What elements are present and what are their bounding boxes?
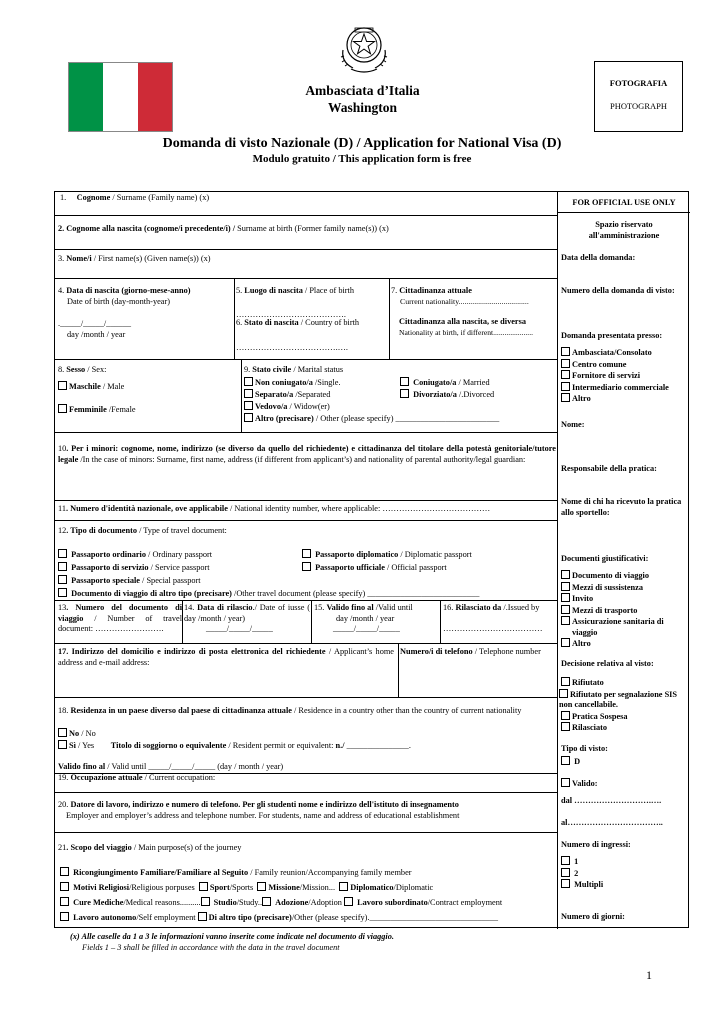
field-6-country-of-birth[interactable]: 6. Stato di nascita / Country of birth ……………………………….…. xyxy=(236,318,360,352)
residence-no-checkbox[interactable] xyxy=(58,728,67,737)
official-travel-doc-option[interactable]: Documento di viaggio xyxy=(561,570,689,582)
official-responsible: Responsabile della pratica: xyxy=(561,464,657,473)
doc-official-option[interactable]: Passaporto ufficiale / Official passport xyxy=(302,562,447,574)
field-9-marital-status: 9. Stato civile / Marital status xyxy=(244,365,344,374)
official-submitted-at: Domanda presentata presso: xyxy=(561,331,663,340)
embassy-checkbox[interactable] xyxy=(561,347,570,356)
family-checkbox[interactable] xyxy=(60,867,69,876)
official-use-header: FOR OFFICIAL USE ONLY xyxy=(572,198,676,207)
field-8-sex: 8. Sesso / Sex: Maschile / Male Femminile /Female xyxy=(58,365,238,416)
sex-female-option[interactable]: Femminile /Female xyxy=(58,404,238,416)
other-document-checkbox[interactable] xyxy=(58,588,67,597)
doc-ordinary-option[interactable]: Passaporto ordinario / Ordinary passport xyxy=(58,549,212,561)
italian-flag xyxy=(68,62,173,132)
separated-checkbox[interactable] xyxy=(244,389,253,398)
field-1-surname[interactable]: 1. Cognome / Surname (Family name) (x) xyxy=(60,193,210,202)
footnote-it: (x) Alle caselle da 1 a 3 le informazioni vanno inserite come indicate nel documento di viaggio. xyxy=(70,932,394,941)
purpose-sport-option[interactable]: Sport/Sports xyxy=(199,883,253,892)
official-transport-option[interactable]: Mezzi di trasporto xyxy=(561,605,689,617)
photo-box xyxy=(594,61,683,132)
doc-other-option[interactable]: Documento di viaggio di altro tipo (precisare) /Other travel document (please specify) ___________________________ xyxy=(58,588,479,600)
embassy-line1: Ambasciata d’Italia xyxy=(305,83,420,98)
medical-checkbox[interactable] xyxy=(60,897,69,906)
diplomatic-checkbox[interactable] xyxy=(339,882,348,891)
entries-2-option[interactable]: 2 xyxy=(561,868,603,880)
field-10-minors-guardian[interactable]: 10. Per i minori: cognome, nome, indirizzo (se diverso da quello del richiedente) e cittadinanza del titolare della potestà genitoriale/tutore legale /In the case of minors: Surname, first name, address (if different from applicant’s) and nationality of parental authority/legal guardian: xyxy=(58,444,556,464)
flag-red-stripe xyxy=(138,63,172,131)
official-passport-checkbox[interactable] xyxy=(302,562,311,571)
entries-2-checkbox[interactable] xyxy=(561,868,570,877)
marital-separated-option[interactable]: Separato/a /Separated xyxy=(244,389,330,401)
official-invitation-option[interactable]: Invito xyxy=(561,593,689,605)
footnote xyxy=(70,932,394,953)
refused-sis-checkbox[interactable] xyxy=(559,689,568,698)
official-doc-options xyxy=(561,570,689,650)
residence-no-option[interactable]: No / No xyxy=(58,728,96,740)
doc-service-option[interactable]: Passaporto di servizio / Service passport xyxy=(58,562,210,574)
republic-emblem-icon xyxy=(335,20,393,76)
doc-special-option[interactable]: Passaporto speciale / Special passport xyxy=(58,575,201,587)
travel-doc-checkbox[interactable] xyxy=(561,570,570,579)
field-20-employer[interactable]: 20. Datore di lavoro, indirizzo e numero di telefono. Per gli studenti nome e indirizzo dell'istituto di insegnamento Employer and employer’s address and telephone number. For students, name and address of educational establishment xyxy=(58,800,460,820)
widow-checkbox[interactable] xyxy=(244,401,253,410)
service-passport-checkbox[interactable] xyxy=(58,562,67,571)
official-intermediary-option[interactable]: Intermediario commerciale xyxy=(561,382,689,394)
footnote-en: Fields 1 – 3 shall be filled in accordance with the data in the travel document xyxy=(82,942,340,952)
official-supporting-docs: Documenti giustificativi: xyxy=(561,554,649,563)
official-application-number: Numero della domanda di visto: xyxy=(561,286,675,295)
female-checkbox[interactable] xyxy=(58,404,67,413)
contract-employment-checkbox[interactable] xyxy=(344,897,353,906)
page-number: 1 xyxy=(646,968,652,982)
residence-valid-until[interactable]: Valido fino al / Valid until _____/_____/_____ (day / month / year) xyxy=(58,762,284,771)
religious-checkbox[interactable] xyxy=(60,882,69,891)
flag-green-stripe xyxy=(69,63,103,131)
official-name: Nome: xyxy=(561,420,585,429)
purpose-religious-option[interactable]: Motivi Religiosi/Religious porpuses xyxy=(60,883,195,892)
field-11-national-id[interactable]: 11. Numero d'identità nazionale, ove applicabile / National identity number, where applicable: ………………………………… xyxy=(58,504,491,513)
common-centre-checkbox[interactable] xyxy=(561,359,570,368)
single-checkbox[interactable] xyxy=(244,377,253,386)
special-passport-checkbox[interactable] xyxy=(58,575,67,584)
official-insurance-option[interactable]: Assicurazione sanitaria di viaggio xyxy=(561,616,689,638)
residence-yes-option[interactable]: Sì / Yes Titolo di soggiorno o equivalente / Resident permit or equivalent: n./ _______________. xyxy=(58,740,411,752)
purpose-mission-option[interactable]: Missione/Mission... xyxy=(257,883,335,892)
official-received-by: Nome di chi ha ricevuto la pratica allo sportello: xyxy=(561,497,682,517)
marital-married-option[interactable]: Coniugato/a / Married xyxy=(400,377,490,389)
mission-checkbox[interactable] xyxy=(257,882,266,891)
page-title: Domanda di visto Nazionale (D) / Application for National Visa (D) xyxy=(162,136,562,151)
divorced-checkbox[interactable] xyxy=(400,389,409,398)
purpose-study-option[interactable]: Studio/Study.. xyxy=(201,898,262,907)
official-decision: Decisione relativa al visto: xyxy=(561,659,654,668)
official-issued-option[interactable]: Rilasciato xyxy=(561,722,689,734)
flag-white-stripe xyxy=(103,63,137,131)
official-visa-type: Tipo di visto: xyxy=(561,744,608,753)
purpose-row-4 xyxy=(60,912,498,924)
official-refused-option[interactable]: Rifiutato xyxy=(561,677,689,689)
sport-checkbox[interactable] xyxy=(199,882,208,891)
service-provider-checkbox[interactable] xyxy=(561,370,570,379)
insurance-checkbox[interactable] xyxy=(561,616,570,625)
visa-d-checkbox[interactable] xyxy=(561,756,570,765)
field-4-date-of-birth[interactable]: 4. Data di nascita (giorno-mese-anno) Date of birth (day-month-year) ._____/_____/______ day /month / year xyxy=(58,286,191,339)
field-13-document-number[interactable]: 13. Numero del documento di viaggio / Number of travel document: ……………………. xyxy=(58,603,182,633)
marital-single-option[interactable]: Non coniugato/a /Single. xyxy=(244,377,341,389)
doc-diplomatic-option[interactable]: Passaporto diplomatico / Diplomatic passport xyxy=(302,549,472,561)
residence-yes-checkbox[interactable] xyxy=(58,740,67,749)
entries-1-checkbox[interactable] xyxy=(561,856,570,865)
entries-multiple-option[interactable]: Multipli xyxy=(561,879,603,891)
purpose-row-2 xyxy=(60,882,433,894)
field-2-surname-at-birth[interactable]: 2. Cognome alla nascita (cognome/i precedente/i) / Surname at birth (Former family name(s)) (x) xyxy=(58,224,389,233)
field-12-document-type: 12. Tipo di documento / Type of travel document: xyxy=(58,526,227,535)
adoption-checkbox[interactable] xyxy=(262,897,271,906)
married-checkbox[interactable] xyxy=(400,377,409,386)
field-19-occupation[interactable]: 19. Occupazione attuale / Current occupation: xyxy=(58,773,216,782)
suspended-checkbox[interactable] xyxy=(561,711,570,720)
official-reserved: Spazio riservato all'amministrazione xyxy=(588,220,660,240)
purpose-other-option[interactable]: Di altro tipo (precisare)/Other (please specify)._______________________________ xyxy=(198,913,498,922)
marital-other-checkbox[interactable] xyxy=(244,413,253,422)
valid-checkbox[interactable] xyxy=(561,778,570,787)
official-refused-sis-option[interactable]: Rifiutato per segnalazione SIS non cancellabile. xyxy=(559,689,678,709)
refused-checkbox[interactable] xyxy=(561,677,570,686)
purpose-diplomatic-option[interactable]: Diplomatico/Diplomatic xyxy=(339,883,433,892)
photo-label-en: PHOTOGRAPH xyxy=(610,100,667,111)
photo-label-it: FOTOGRAFIA xyxy=(609,78,668,88)
entries-multiple-checkbox[interactable] xyxy=(561,879,570,888)
purpose-contract-employment-option[interactable]: Lavoro subordinato/Contract employment xyxy=(344,898,502,907)
official-valid-option[interactable]: Valido: xyxy=(561,778,598,790)
official-other2-checkbox[interactable] xyxy=(561,638,570,647)
entries-1-option[interactable]: 1 xyxy=(561,856,603,868)
marital-other-option[interactable]: Altro (precisare) / Other (please specify) _________________________ xyxy=(244,413,499,425)
official-visa-d-option[interactable]: D xyxy=(561,756,580,768)
intermediary-checkbox[interactable] xyxy=(561,382,570,391)
official-common-centre-option[interactable]: Centro comune xyxy=(561,359,689,371)
male-checkbox[interactable] xyxy=(58,381,67,390)
purpose-row-3 xyxy=(60,897,502,909)
official-entries: Numero di ingressi: xyxy=(561,840,631,849)
marital-divorced-option[interactable]: Divorziato/a /.Divorced xyxy=(400,389,494,401)
official-other-option[interactable]: Altro xyxy=(561,393,689,405)
page-subtitle: Modulo gratuito / This application form is free xyxy=(252,153,472,165)
field-16-issued-by[interactable]: 16. Rilasciato da /.Issued by ……………………………… xyxy=(443,603,543,633)
official-means-option[interactable]: Mezzi di sussistenza xyxy=(561,582,689,594)
marital-widow-option[interactable]: Vedovo/a / Widow(er) xyxy=(244,401,330,413)
embassy-line2: Washington xyxy=(327,100,398,115)
official-service-provider-option[interactable]: Fornitore di servizi xyxy=(561,370,689,382)
purpose-other-checkbox[interactable] xyxy=(198,912,207,921)
official-entries-options xyxy=(561,856,603,891)
ordinary-passport-checkbox[interactable] xyxy=(58,549,67,558)
field-5-place-of-birth[interactable]: 5. Luogo di nascita / Place of birth …………………………………. xyxy=(236,286,355,319)
official-other2-option[interactable]: Altro xyxy=(561,638,689,650)
field-18-residence: 18. Residenza in un paese diverso dal paese di cittadinanza attuale / Residence in a country other than the country of current nationality xyxy=(58,706,522,715)
field-21-purpose: 21. Scopo del viaggio / Main purpose(s) of the journey xyxy=(58,843,242,852)
purpose-family-option[interactable]: Ricongiungimento Familiare/Familiare al Seguito / Family reunion/Accompanying family member xyxy=(60,867,412,879)
field-17-home-address[interactable]: 17. Indirizzo del domicilio e indirizzo di posta elettronica del richiedente / Applicant’s home address and e-mail address: xyxy=(58,647,394,667)
official-days: Numero di giorni: xyxy=(561,912,625,921)
self-employment-checkbox[interactable] xyxy=(60,912,69,921)
field-15-valid-until[interactable]: 15. Valido fino al /Valid until day /month / year _____/_____/_____ xyxy=(314,603,413,633)
official-submitted-options xyxy=(561,347,689,405)
diplomatic-passport-checkbox[interactable] xyxy=(302,549,311,558)
purpose-self-employment-option[interactable]: Lavoro autonomo/Self employment xyxy=(60,913,196,922)
official-valid-from[interactable]: dal ……………………….…. xyxy=(561,796,662,805)
field-3-first-name[interactable]: 3. Nome/i / First name(s) (Given name(s)) (x) xyxy=(58,254,211,263)
official-decision-options xyxy=(561,677,689,734)
means-checkbox[interactable] xyxy=(561,582,570,591)
purpose-adoption-option[interactable]: Adozione/Adoption xyxy=(262,898,342,907)
transport-checkbox[interactable] xyxy=(561,605,570,614)
embassy-name xyxy=(280,82,445,116)
official-embassy-option[interactable]: Ambasciata/Consolato xyxy=(561,347,689,359)
invitation-checkbox[interactable] xyxy=(561,593,570,602)
sex-male-option[interactable]: Maschile / Male xyxy=(58,381,238,393)
study-checkbox[interactable] xyxy=(201,897,210,906)
purpose-medical-option[interactable]: Cure Mediche/Medical reasons.......... xyxy=(60,898,201,907)
field-7-nationality[interactable]: 7. Cittadinanza attuale Current nationality.................................... Cittadinanza alla nascita, se diversa Nationality at birth, if different..................... xyxy=(391,286,533,337)
field-14-issue-date[interactable]: 14. Data di rilascio./ Date of iusse ( day /month / year) _____/_____/_____ xyxy=(184,603,310,633)
official-valid-to[interactable]: al…………………………….. xyxy=(561,818,663,827)
field-17-phone-number[interactable]: Numero/i di telefono / Telephone number xyxy=(400,647,541,656)
official-application-date: Data della domanda: xyxy=(561,253,636,262)
official-suspended-option[interactable]: Pratica Sospesa xyxy=(561,711,689,723)
official-other-checkbox[interactable] xyxy=(561,393,570,402)
issued-checkbox[interactable] xyxy=(561,722,570,731)
